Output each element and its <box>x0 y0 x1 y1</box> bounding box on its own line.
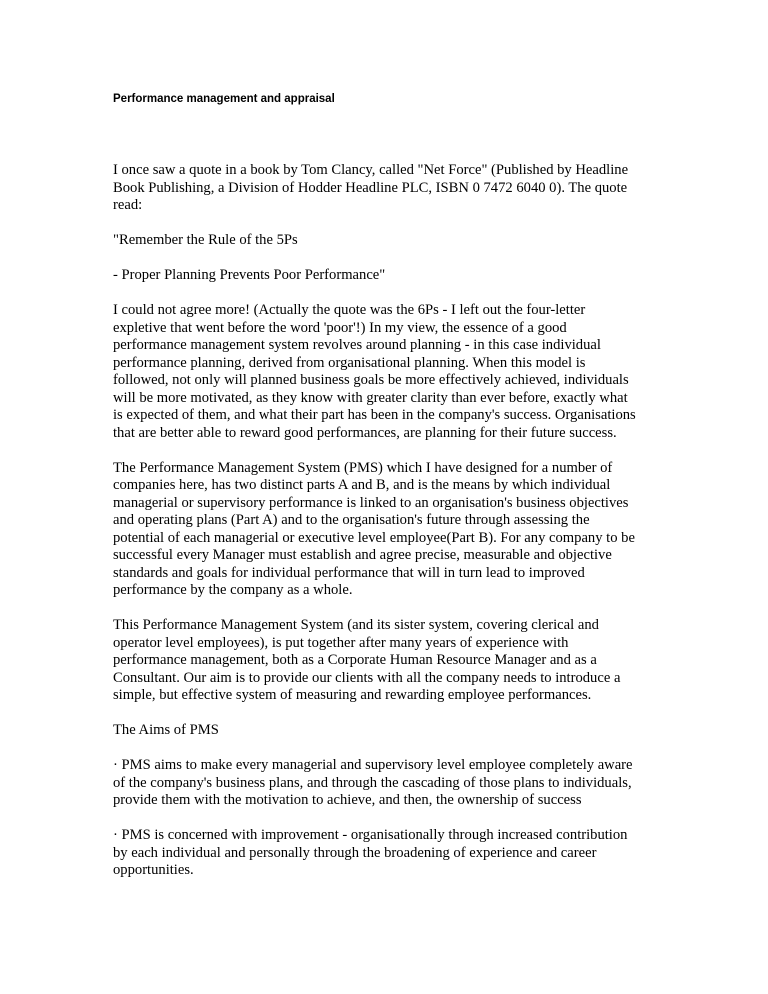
text-line: performance planning, derived from organisational planning. When this model is <box>113 354 586 371</box>
page-title: Performance management and appraisal <box>113 93 335 105</box>
paragraph-experience <box>113 617 658 705</box>
text-line: Book Publishing, a Division of Hodder Headline PLC, ISBN 0 7472 6040 0). The quote <box>113 179 628 196</box>
text-line: is expected of them, and what their part has been in the company's success. Organisations <box>113 407 636 423</box>
text-line: provide them with the motivation to achieve, and then, the ownership of success <box>113 792 582 808</box>
paragraph-quote-heading <box>113 232 658 250</box>
text-line: · PMS is concerned with improvement - organisationally through increased contribution <box>113 827 628 843</box>
text-line: The Aims of PMS <box>113 722 219 738</box>
text-line: managerial or supervisory performance is linked to an organisation's business objectives <box>113 494 629 511</box>
paragraph-agreement <box>113 302 658 442</box>
text-line: by each individual and personally through the broadening of experience and career <box>113 844 597 861</box>
document-body <box>113 162 658 897</box>
text-line: successful every Manager must establish and agree precise, measurable and objective <box>113 547 612 563</box>
text-line: operator level employees), is put together after many years of experience with <box>113 634 569 651</box>
paragraph-quote <box>113 267 658 285</box>
text-line: · PMS aims to make every managerial and supervisory level employee completely aware <box>113 757 633 773</box>
text-line: potential of each managerial or executive level employee(Part B). For any company to be <box>113 529 635 546</box>
text-line: I could not agree more! (Actually the quote was the 6Ps - I left out the four-letter <box>113 302 586 318</box>
text-line: performance management system revolves around planning - in this case individual <box>113 337 601 353</box>
section-heading-aims <box>113 722 658 740</box>
text-line: of the company's business plans, and through the cascading of those plans to individuals, <box>113 774 632 791</box>
paragraph-intro <box>113 162 658 215</box>
text-line: followed, not only will planned business goals be more effectively achieved, individuals <box>113 372 629 388</box>
text-line: I once saw a quote in a book by Tom Clancy, called "Net Force" (Published by Headline <box>113 162 629 178</box>
bullet-aim-1 <box>113 757 658 810</box>
paragraph-pms-description <box>113 460 658 600</box>
text-line: - Proper Planning Prevents Poor Performance" <box>113 267 386 283</box>
text-line: and operating plans (Part A) and to the organisation's future through assessing the <box>113 512 590 528</box>
text-line: will be more motivated, as they know with greater clarity than ever before, exactly what <box>113 389 628 406</box>
text-line: standards and goals for individual performance that will in turn lead to improved <box>113 564 585 581</box>
text-line: expletive that went before the word 'poor'!) In my view, the essence of a good <box>113 319 567 336</box>
text-line: This Performance Management System (and its sister system, covering clerical and <box>113 617 599 633</box>
bullet-aim-2 <box>113 827 658 880</box>
text-line: opportunities. <box>113 862 194 878</box>
text-line: read: <box>113 197 143 213</box>
text-line: performance by the company as a whole. <box>113 582 353 598</box>
text-line: "Remember the Rule of the 5Ps <box>113 232 298 248</box>
text-line: Consultant. Our aim is to provide our clients with all the company needs to introduce a <box>113 669 621 686</box>
text-line: performance management, both as a Corporate Human Resource Manager and as a <box>113 652 597 668</box>
text-line: companies here, has two distinct parts A and B, and is the means by which individual <box>113 477 611 493</box>
text-line: The Performance Management System (PMS) which I have designed for a number of <box>113 459 613 476</box>
text-line: simple, but effective system of measuring and rewarding employee performances. <box>113 687 592 703</box>
text-line: that are better able to reward good performances, are planning for their future success. <box>113 424 617 441</box>
